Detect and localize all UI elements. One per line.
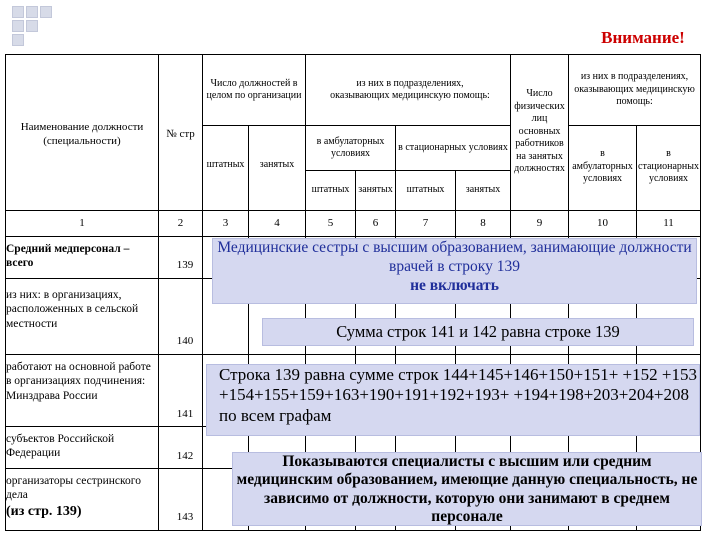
header-ind-ambulatory: в амбулаторных условиях xyxy=(572,148,633,185)
note-specialists-shown: Показываются специалисты с высшим или средним медицинским образованием, имеющие данную специальность, не зависимо от должности, которую они занимают в среднем персонале xyxy=(232,452,702,526)
header-inp-staff: штатных xyxy=(406,183,445,195)
header-subdivisions: из них в подразделениях, оказывающих медицинскую помощь: xyxy=(330,77,490,101)
col-number-8: 8 xyxy=(480,216,486,229)
header-ambulatory: в амбулаторных условиях xyxy=(316,135,385,159)
col-number-11: 11 xyxy=(663,216,674,229)
row-num-140: 140 xyxy=(176,335,194,347)
col-number-10: 10 xyxy=(597,216,608,229)
attention-title: Внимание! xyxy=(601,28,685,47)
row-num-143: 143 xyxy=(176,511,194,523)
row-label-143-text: организаторы сестринского дела xyxy=(6,475,141,502)
header-sub-staff: штатных xyxy=(311,183,350,195)
header-occupied: занятых xyxy=(259,158,295,170)
row-label-143-extra: (из стр. 139) xyxy=(6,503,82,519)
col-number-9: 9 xyxy=(536,216,543,229)
row-label-139: Средний медперсонал – всего xyxy=(6,243,130,270)
note1-line1: Медицинские сестры с высшим образованием, занимающие должности врачей в строку 139 xyxy=(217,239,692,275)
row-num-141: 141 xyxy=(176,408,194,420)
col-number-6: 6 xyxy=(372,216,379,229)
header-ind-inpatient: в стационарных условиях xyxy=(638,148,699,185)
header-staff: штатных xyxy=(206,158,245,170)
col-number-5: 5 xyxy=(327,216,334,229)
header-line-no: № стр xyxy=(166,128,195,141)
header-inpatient: в стационарных условиях xyxy=(398,141,508,153)
header-inp-occupied: занятых xyxy=(465,183,501,195)
col-number-7: 7 xyxy=(422,216,429,229)
col-number-2: 2 xyxy=(177,216,184,229)
header-individuals: Число физических лиц основных работников на занятых должностях xyxy=(514,88,565,175)
header-sub-occupied: занятых xyxy=(358,183,393,195)
row-label-140: из них: в организациях, расположенных в сельской местности xyxy=(6,289,139,330)
col-number-3: 3 xyxy=(222,216,229,229)
header-name: Наименование должности (специальности) xyxy=(20,121,144,147)
note-nurses-higher-education xyxy=(212,238,697,304)
note-sum-141-142: Сумма строк 141 и 142 равна строке 139 xyxy=(262,318,694,346)
row-label-142: субъектов Российской Федерации xyxy=(6,433,115,460)
header-total-positions: Число должностей в целом по организации xyxy=(206,77,302,101)
row-num-142: 142 xyxy=(176,450,194,462)
note1-line2: не включать xyxy=(410,276,499,294)
note-row-139-sum: Строка 139 равна сумме строк 144+145+146+150+151+ +152 +153 +154+155+159+163+190+191+192+193+ +194+198+203+204+208 по всем графам xyxy=(206,364,700,436)
col-number-4: 4 xyxy=(274,216,280,229)
row-label-141: работают на основной работе в организациях подчинения: Минздрава России xyxy=(6,361,151,402)
row-num-139: 139 xyxy=(176,259,194,271)
col-number-1: 1 xyxy=(79,216,85,229)
row-label-143 xyxy=(6,474,156,520)
header-ind-subdivisions: из них в подразделениях, оказывающих медицинскую помощь: xyxy=(574,71,695,108)
